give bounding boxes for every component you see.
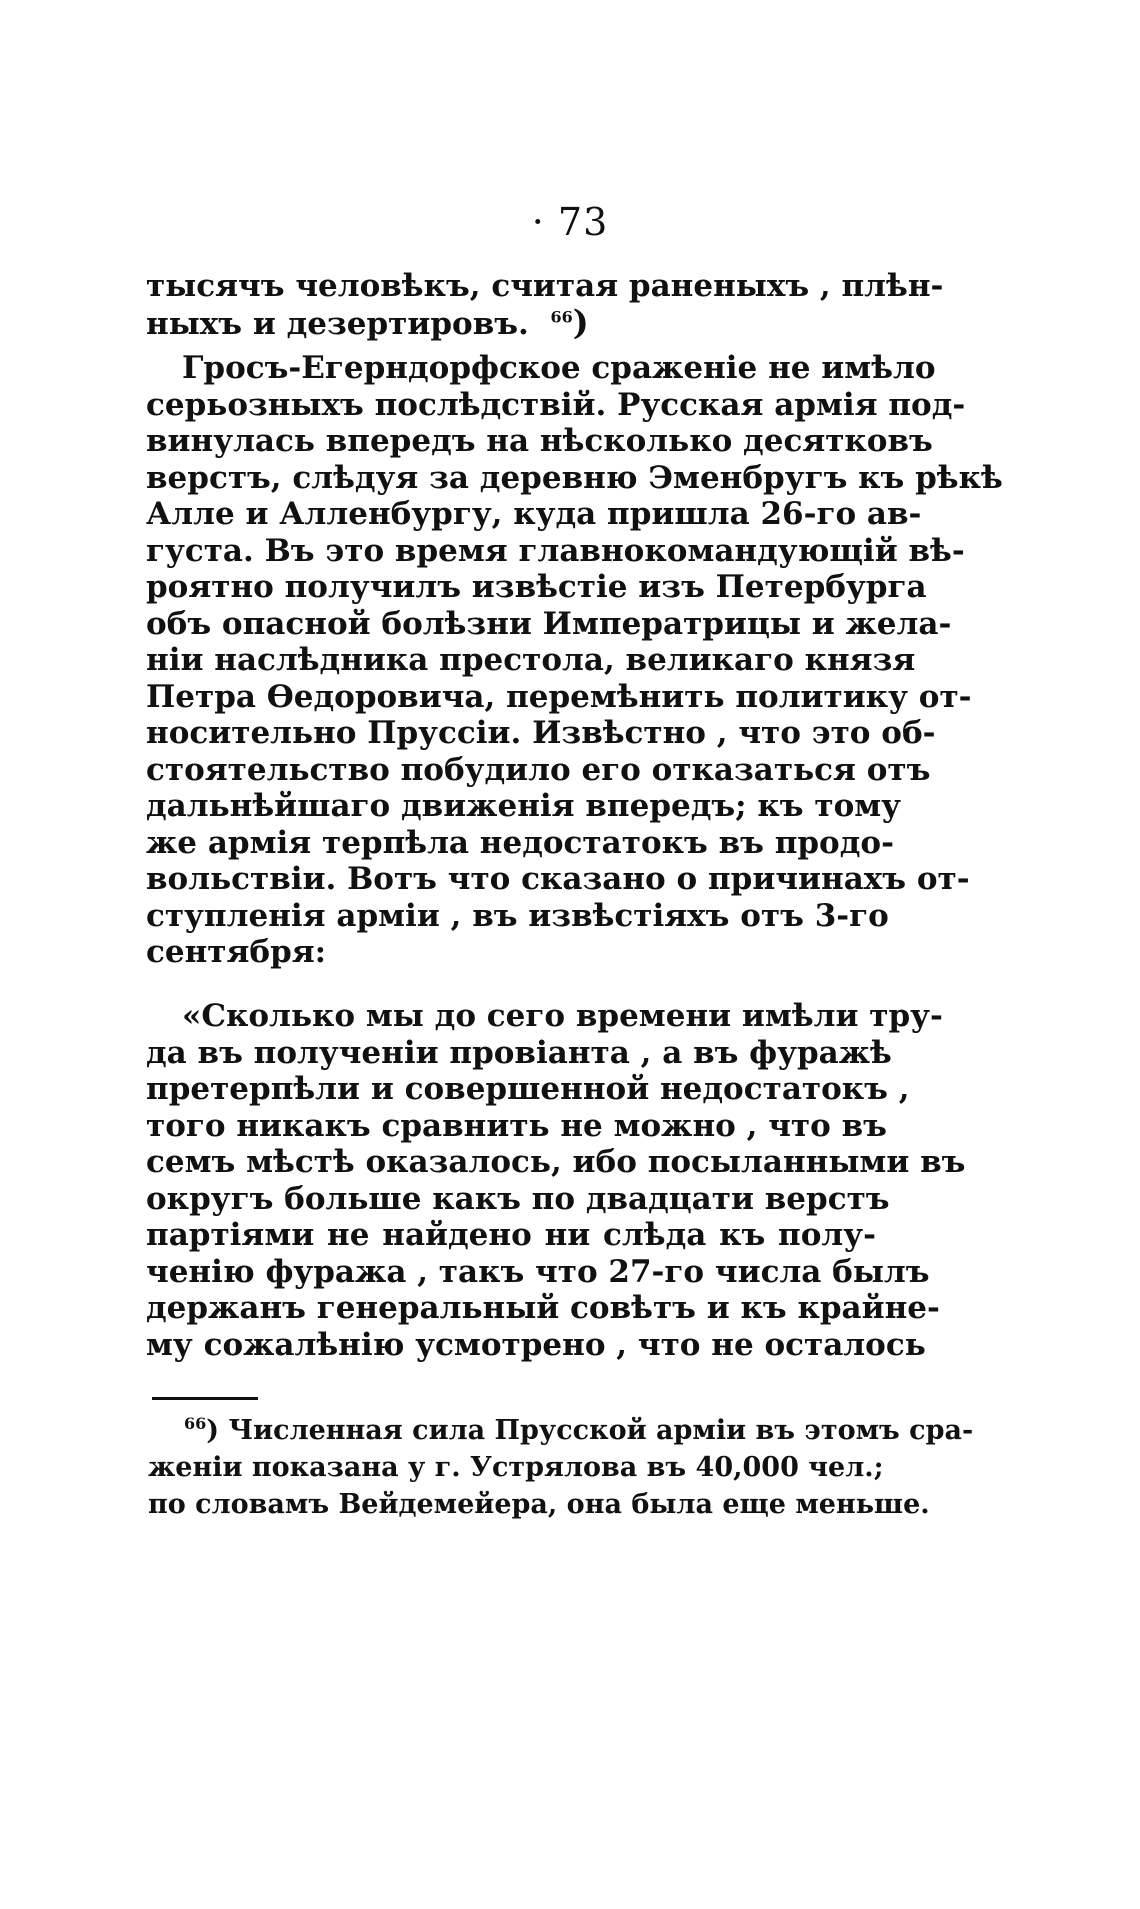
text-line: ніи наслѣдника престола, великаго князя (146, 642, 916, 678)
text-line: держанъ генеральный совѣтъ и къ крайне- (146, 1290, 940, 1326)
footnote-line: женіи показана у г. Устрялова въ 40,000 чел.; (148, 1452, 884, 1483)
footnote-reference-paren: ) (572, 302, 589, 343)
text-line: Петра Ѳедоровича, перемѣнить политику от- (146, 678, 972, 715)
text-line: Алле и Алленбургу, куда пришла 26-го ав- (146, 496, 922, 532)
text-line (146, 302, 876, 343)
text-line: «Сколько мы до сего времени имѣли тру- (182, 998, 943, 1034)
text-line: же армія терпѣла недостатокъ въ продо- (146, 824, 894, 861)
text-line: претерпѣли и совершенной недостатокъ , (146, 1071, 910, 1107)
text-line: семъ мѣстѣ оказалось, ибо посыланными въ (146, 1144, 966, 1180)
text-line: ступленія арміи , въ извѣстіяхъ отъ 3-го (146, 897, 889, 934)
text-line: Гросъ-Егерндорфское сраженіе не имѣло (182, 350, 936, 386)
footnote-marker-paren: ) (206, 1415, 220, 1446)
text-line: густа. Въ это время главнокомандующій вѣ- (146, 532, 965, 569)
text-line: дальнѣйшаго движенія впередъ; къ тому (146, 788, 902, 824)
text-line: носительно Пруссіи. Извѣстно , что это об- (146, 715, 936, 751)
text-line: вольствіи. Вотъ что сказано о причинахъ от- (146, 861, 970, 897)
text-line: тысячъ человѣкъ, считая раненыхъ , плѣн- (146, 268, 944, 304)
text-line: ченію фуража , такъ что 27-го числа былъ (146, 1253, 930, 1290)
page-number: · 73 (531, 200, 609, 244)
footnote-line-text: Численная сила Прусской арміи въ этомъ сра- (228, 1415, 974, 1446)
text-line: округъ больше какъ по двадцати верстъ (146, 1180, 890, 1217)
paragraph-carryover (146, 268, 944, 343)
text-line: того никакъ сравнить не можно , что въ (146, 1107, 887, 1144)
text-line: объ опасной болѣзни Императрицы и желa- (146, 605, 952, 642)
footnote-marker: 66 (184, 1414, 207, 1433)
text-line: винулась впередъ на нѣсколько десятковъ (146, 423, 933, 459)
text-line-text: ныхъ и дезертировъ. (146, 305, 529, 342)
text-line: верстъ, слѣдуя за деревню Эменбругъ къ рѣкѣ (146, 459, 1003, 496)
footnote-line (148, 1412, 974, 1449)
paragraph-quote (146, 998, 966, 1363)
text-line: серьозныхъ послѣдствій. Русская армія под- (146, 386, 966, 423)
text-line: партіями не найдено ни слѣда къ полу- (146, 1217, 876, 1253)
footnote (148, 1412, 974, 1523)
footnote-line: по словамъ Вейдемейера, она была еще меньше. (148, 1489, 930, 1520)
paragraph-main (146, 350, 1003, 971)
text-line: му сожалѣнію усмотрено , что не осталось (146, 1326, 926, 1363)
footnote-divider (152, 1397, 258, 1400)
page-number-value: 73 (557, 200, 609, 244)
footnote-reference: 66 (550, 307, 573, 327)
text-line: роятно получилъ извѣстіе изъ Петербурга (146, 569, 927, 605)
text-line: стоятельство побудило его отказаться отъ (146, 751, 931, 788)
text-line: сентября: (146, 934, 327, 970)
text-line: да въ полученіи провіанта , а въ фуражѣ (146, 1034, 892, 1071)
